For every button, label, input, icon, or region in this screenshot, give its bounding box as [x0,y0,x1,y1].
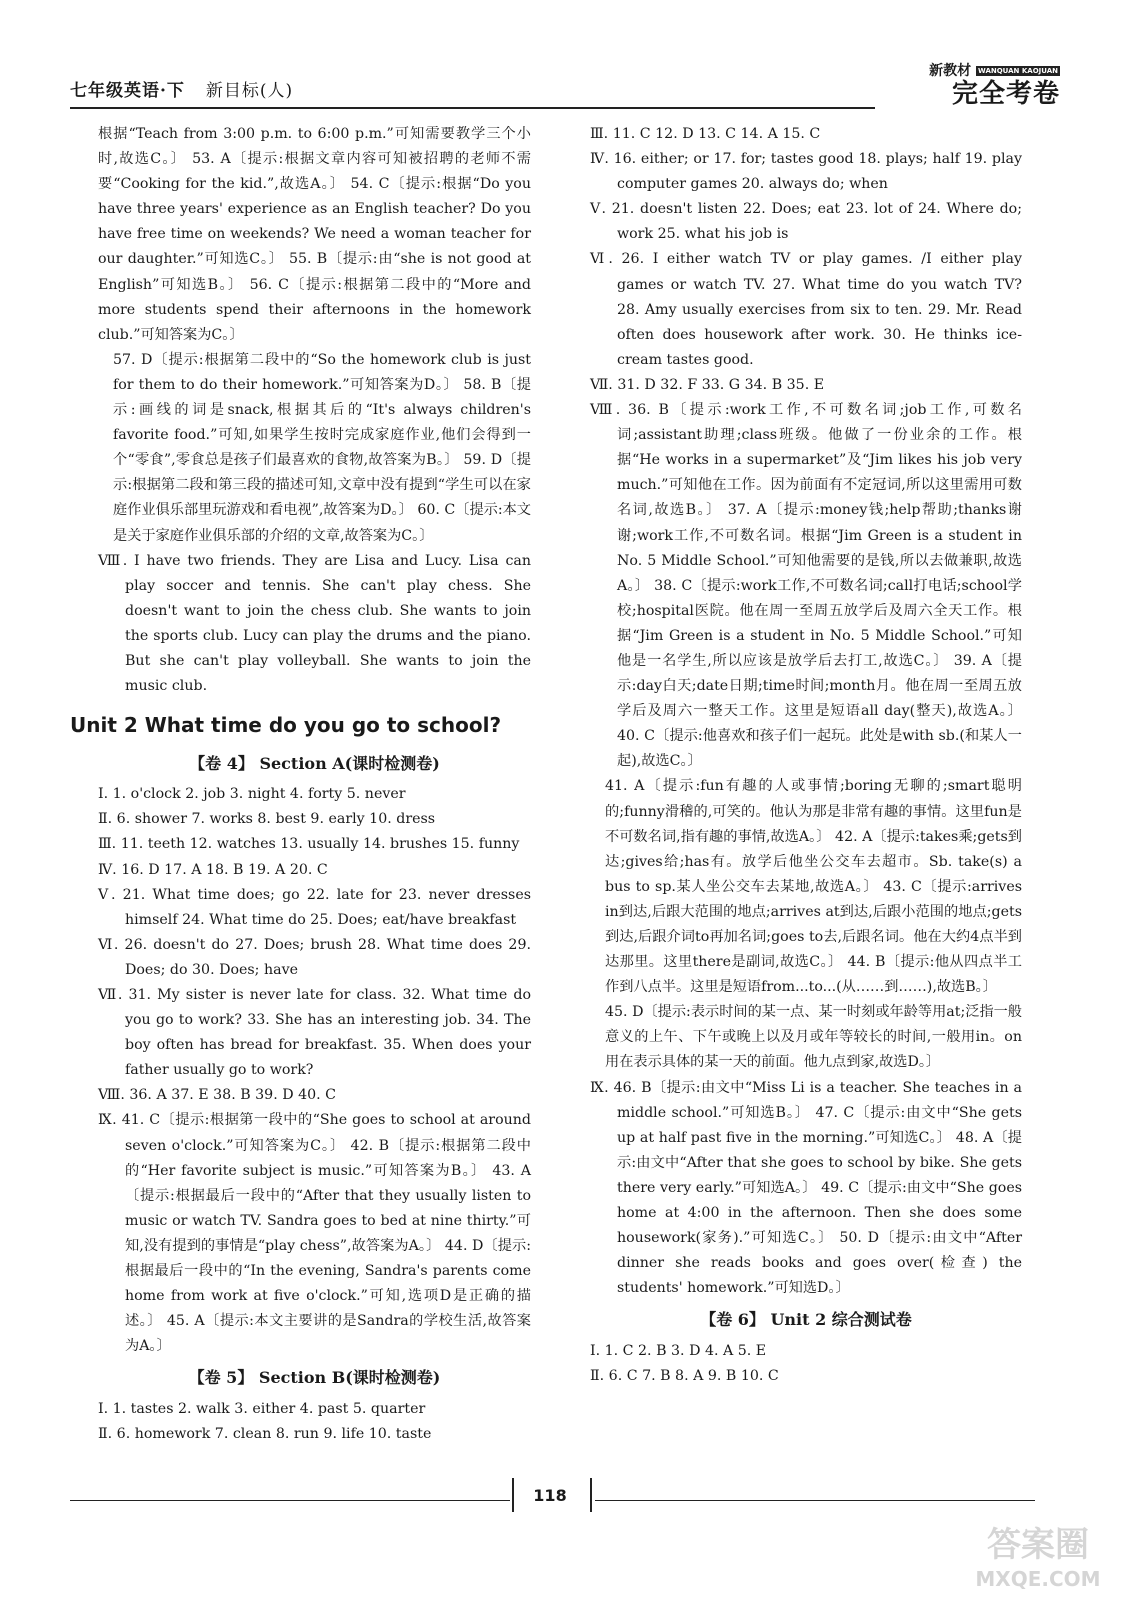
brand-logo [929,60,1060,108]
section-title: 【卷 4】 Section A(课时检测卷) [189,754,440,774]
watermark-url: MXQE.COM [975,1567,1101,1591]
footer-rule-right [595,1500,1035,1501]
answer-line: Ⅱ. 6. C 7. B 8. A 9. B 10. C [590,1367,779,1384]
answer-line: Ⅱ. 6. homework 7. clean 8. run 9. life 10. taste [98,1425,432,1442]
answer-line: Ⅴ. 21. doesn't listen 22. Does; eat 23. lot of 24. Where do; work 25. what his job is [590,201,1022,243]
watermark-logo [963,1514,1113,1594]
footer-bar-right [590,1478,592,1512]
page-number: 118 [533,1486,567,1505]
answer-paragraph: Ⅷ. 36. B〔提示:work工作,不可数名词;job工作,可数名词;assistant助理;class班级。他做了一份业余的工作。根据“He works in a supermarket”及“Jim likes his job very much.”可知他在工作。因为前面有不定冠词,所以这里需用可数名词,故选B。〕 37. A〔提示:money钱;help帮助;thanks谢谢;work工作,不可数名词。根据“Jim Green is a student in No. 5 Middle School.”可知他需要的是钱,所以去做兼职,故选A。〕 38. C〔提示:work工作,不可数名词;call打电话;school学校;hospital医院。他在周一至周五放学后及周六全天工作。根据“Jim Green is a student in No. 5 Middle School.”可知他是一名学生,所以应该是放学后去打工,故选C。〕 39. A〔提示:day白天;date日期;time时间;month月。他在周一至周五放学后及周六一整天工作。这里是短语all day(整天),故选A。〕 40. C〔提示:他喜欢和孩子们一起玩。此处是with sb.(和某人一起),故选C。〕 [590,402,1022,770]
edition-label: 新目标(人) [205,81,294,101]
answer-line: Ⅵ. 26. doesn't do 27. Does; brush 28. What time does 29. Does; do 30. Does; have [98,936,531,978]
answer-line: Ⅲ. 11. C 12. D 13. C 14. A 15. C [590,126,821,142]
answer-paragraph: 45. D〔提示:表示时间的某一点、某一时刻或年龄等用at;泛指一般意义的上午、下午或晚上以及月或年等较长的时间,一般用in。on用在表示具体的某一天的前面。他九点到家,故选D。〕 [605,1004,1022,1071]
footer-rule-left [70,1500,510,1501]
page-header [70,63,1060,110]
answer-line: Ⅳ. 16. D 17. A 18. B 19. A 20. C [98,861,328,878]
answer-paragraph: Ⅸ. 46. B〔提示:由文中“Miss Li is a teacher. She teaches in a middle school.”可知选B。〕 47. C〔提示:由文中“She gets up at half past five in the morning.”可知选C。〕 48. A〔提示:由文中“After that she goes to school by bike. She gets there very early.”可知选A。〕 49. C〔提示:由文中“She goes home at 4:00 in the afternoon. Then she does some housework(家务).”可知选C。〕 50. D〔提示:由文中“After dinner she reads books and goes over(检查) the students' homework.”可知选D。〕 [590,1079,1022,1297]
brand-top [929,60,1060,80]
section-title: 【卷 6】 Unit 2 综合测试卷 [700,1310,912,1330]
section-title: 【卷 5】 Section B(课时检测卷) [188,1368,441,1388]
answer-paragraph: 根据“Teach from 3:00 p.m. to 6:00 p.m.”可知需要教学三个小时,故选C。〕 53. A〔提示:根据文章内容可知被招聘的老师不需要“Cooking for the kid.”,故选A。〕 54. C〔提示:根据“Do you have three years' experience as an English teacher? Do you have free time on weekends? We need a woman teacher for our daughter.”可知选C。〕 55. B〔提示:由“she is not good at English”可知选B。〕 56. C〔提示:根据第二段中的“More and more students spend their afternoons in the homework club.”可知答案为C。〕 [98,126,531,343]
answer-line: Ⅰ. 1. o'clock 2. job 3. night 4. forty 5. never [98,786,406,803]
answer-line: Ⅵ. 26. I either watch TV or play games. /I either play games or watch TV. 27. What time do you watch TV? 28. Amy usually exercises from six to ten. 29. Mr. Read often does housework after work. 30. He thinks ice-cream tastes good. [590,251,1022,368]
running-title [70,76,293,101]
writing-sample: Ⅷ. I have two friends. They are Lisa and Lucy. Lisa can play soccer and tennis. She can't play chess. She doesn't want to join the chess club. She wants to join the sports club. Lucy can play the drums and the piano. But she can't play volleyball. She wants to join the music club. [98,552,531,695]
header-rule [70,107,875,109]
answer-paragraph: 57. D〔提示:根据第二段中的“So the homework club is just for them to do their homework.”可知答案为D。〕 58. B〔提示:画线的词是snack,根据其后的“It's always children's favorite food.”可知,如果学生按时完成家庭作业,他们会得到一个“零食”,零食总是孩子们最喜欢的食物,故答案为B。〕 59. D〔提示:根据第二段和第三段的描述可知,文章中没有提到“学生可以在家庭作业俱乐部里玩游戏和看电视”,故答案为D。〕 60. C〔提示:本文是关于家庭作业俱乐部的介绍的文章,故答案为C。〕 [113,351,531,544]
answer-line: Ⅶ. 31. My sister is never late for class. 32. What time do you go to work? 33. She has an interesting job. 34. The boy often has bread for breakfast. 35. When does your father usually go to work? [98,987,531,1079]
unit-title: Unit 2 What time do you go to school? [70,713,502,738]
answer-line: Ⅰ. 1. C 2. B 3. D 4. A 5. E [590,1342,767,1359]
answer-line: Ⅲ. 11. teeth 12. watches 13. usually 14. brushes 15. funny [98,836,520,853]
watermark-text: 答案圈 [987,1525,1089,1565]
answer-line: Ⅸ. 41. C〔提示:根据第一段中的“She goes to school at around seven o'clock.”可知答案为C。〕 42. B〔提示:根据第二段中的“Her favorite subject is music.”可知答案为B。〕 43. A〔提示:根据最后一段中的“After that they usually listen to music or watch TV. Sandra goes to bed at nine thirty.”可知,没有提到的事情是“play chess”,故答案为A。〕 44. D〔提示:根据最后一段中的“In the evening, Sandra's parents come home from work at five o'clock.”可知,选项D是正确的描述。〕 45. A〔提示:本文主要讲的是Sandra的学校生活,故答案为A。〕 [98,1112,531,1355]
answer-line: Ⅳ. 16. either; or 17. for; tastes good 18. plays; half 19. play computer games 20. always do; when [590,151,1022,193]
right-column [590,122,1022,1389]
brand-top-text: 新教材 [929,63,972,79]
grade-subject: 七年级英语·下 [70,81,185,101]
brand-en: WANQUAN KAOJUAN [978,67,1058,75]
brand-main: 完全考卷 [951,79,1060,109]
footer-bar-left [512,1478,514,1512]
answer-paragraph: 41. A〔提示:fun有趣的人或事情;boring无聊的;smart聪明的;funny滑稽的,可笑的。他认为那是非常有趣的事情。这里fun是不可数名词,指有趣的事情,故选A。〕 42. A〔提示:takes乘;gets到达;gives给;has有。放学后他坐公交车去超市。Sb. take(s) a bus to sp.某人坐公交车去某地,故选A。〕 43. C〔提示:arrives in到达,后跟大范围的地点;arrives at到达,后跟小范围的地点;gets到达,后跟介词to再加名词;goes to去,后跟名词。他在大约4点半到达那里。这里there是副词,故选C。〕 44. B〔提示:他从四点半工作到八点半。这里是短语from...to...(从……到……),故选B。〕 [605,778,1022,996]
answer-line: Ⅶ. 31. D 32. F 33. G 34. B 35. E [590,376,825,393]
left-column [70,122,531,1447]
answer-line: Ⅷ. 36. A 37. E 38. B 39. D 40. C [98,1087,337,1104]
answer-line: Ⅰ. 1. tastes 2. walk 3. either 4. past 5. quarter [98,1400,426,1417]
answer-line: Ⅱ. 6. shower 7. works 8. best 9. early 10. dress [98,811,436,828]
answer-line: Ⅴ. 21. What time does; go 22. late for 23. never dresses himself 24. What time do 25. Does; eat/have breakfast [98,886,531,928]
